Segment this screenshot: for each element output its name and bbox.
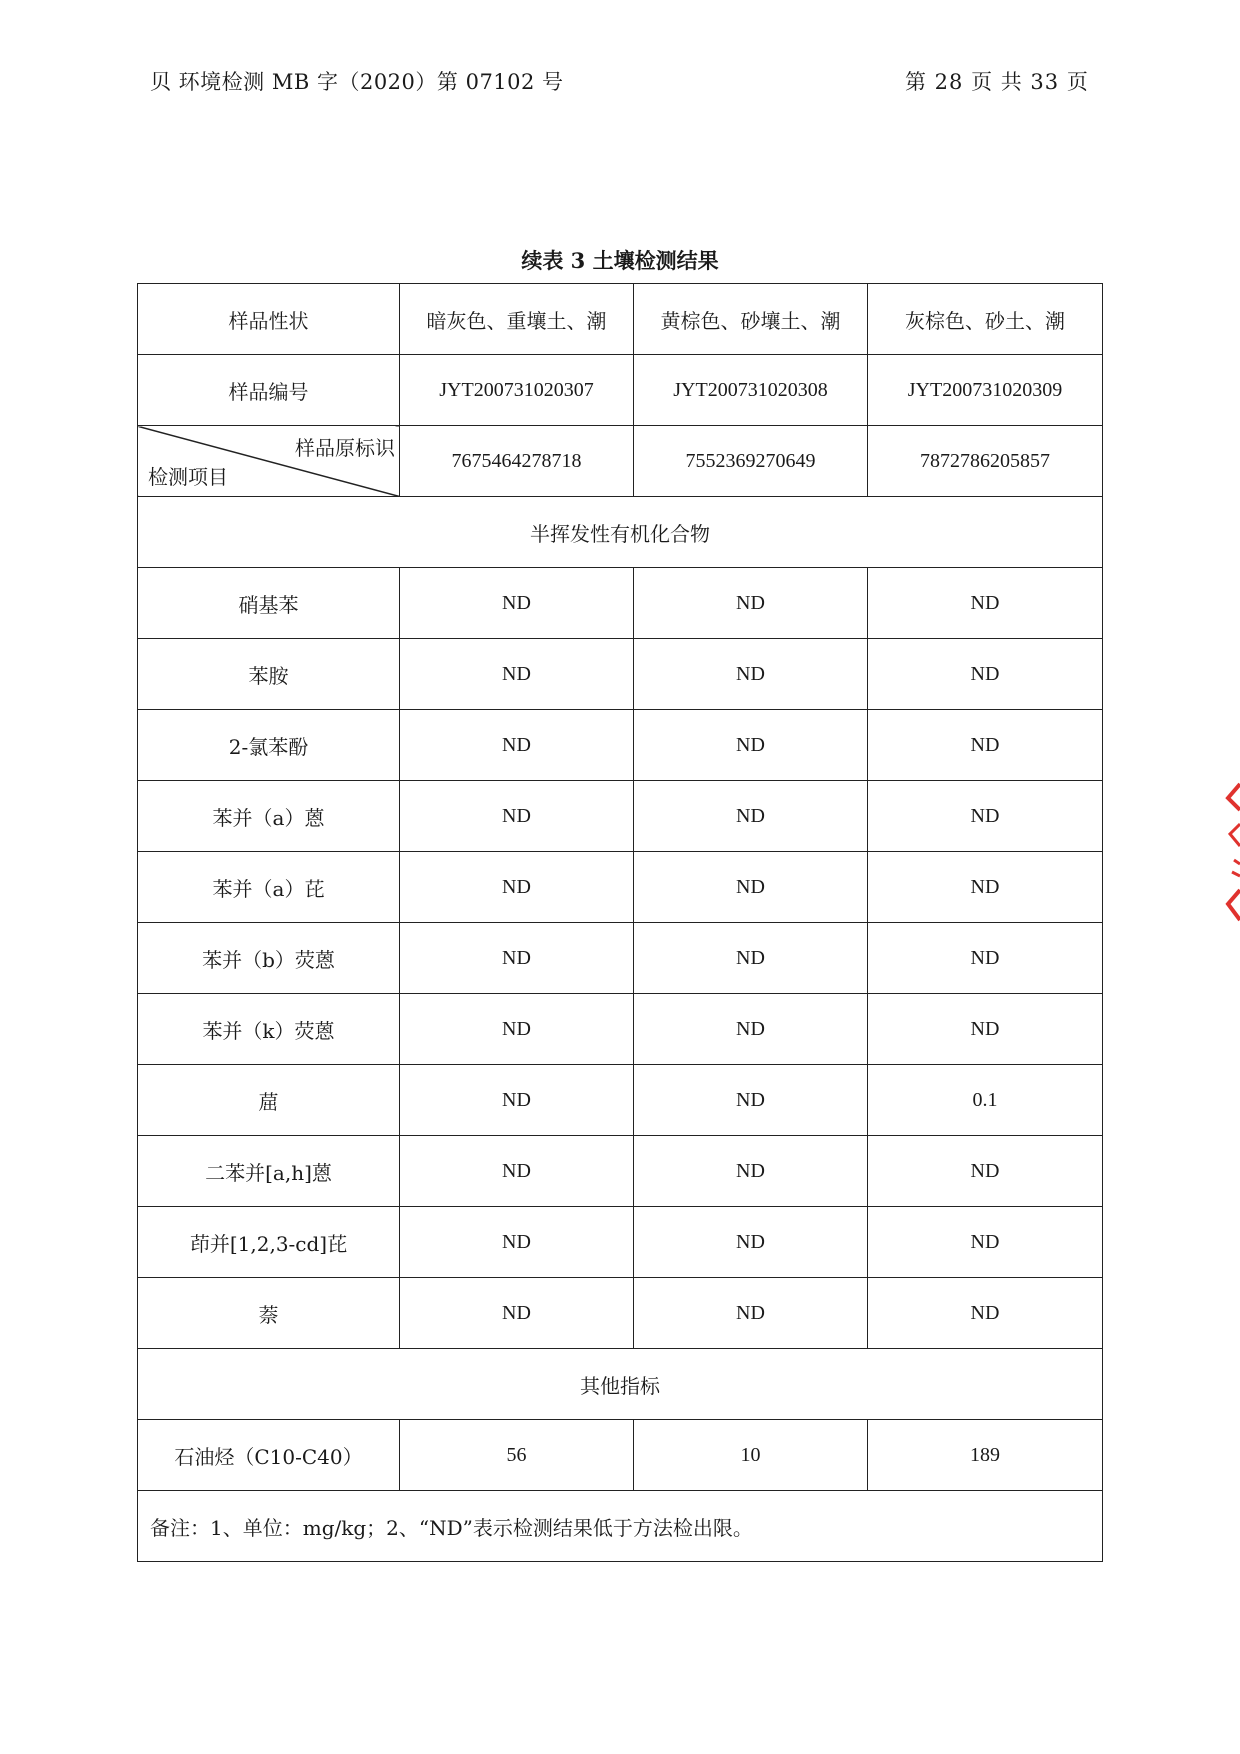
table-title: 续表 3 土壤检测结果 <box>521 248 719 273</box>
result-value: ND <box>868 710 1103 781</box>
analyte-name: 苯并（k）荧蒽 <box>138 994 400 1065</box>
result-value: ND <box>400 639 634 710</box>
result-value: ND <box>634 923 868 994</box>
result-value: ND <box>634 781 868 852</box>
result-value: ND <box>400 1065 634 1136</box>
analyte-name: 苯并（a）芘 <box>138 852 400 923</box>
result-value: ND <box>400 1207 634 1278</box>
analyte-name: 䓛 <box>138 1065 400 1136</box>
sample-id-cell: JYT200731020309 <box>868 355 1103 426</box>
result-value: ND <box>634 1065 868 1136</box>
test-item-label: 检测项目 <box>148 465 228 489</box>
analyte-name: 二苯并[a,h]蒽 <box>138 1136 400 1207</box>
result-row <box>138 1136 1103 1207</box>
result-value: ND <box>634 710 868 781</box>
result-value: ND <box>634 1278 868 1349</box>
original-id-row <box>138 426 1103 497</box>
result-row <box>138 1065 1103 1136</box>
sample-id-cell: JYT200731020308 <box>634 355 868 426</box>
result-row <box>138 1207 1103 1278</box>
result-row <box>138 710 1103 781</box>
analyte-name: 茚并[1,2,3-cd]芘 <box>138 1207 400 1278</box>
result-value: ND <box>868 994 1103 1065</box>
result-row <box>138 923 1103 994</box>
section-row <box>138 1349 1103 1420</box>
sample-state-cell: 黄棕色、砂壤土、潮 <box>634 284 868 355</box>
diagonal-header-cell <box>138 426 400 497</box>
sample-state-label: 样品性状 <box>138 284 400 355</box>
result-value: ND <box>868 852 1103 923</box>
result-value: ND <box>634 1207 868 1278</box>
result-row <box>138 639 1103 710</box>
result-value: ND <box>400 1136 634 1207</box>
sample-state-cell: 灰棕色、砂土、潮 <box>868 284 1103 355</box>
result-row <box>138 994 1103 1065</box>
stamp-graphic <box>1222 780 1240 930</box>
red-stamp-fragment <box>1222 780 1240 930</box>
result-value: ND <box>634 994 868 1065</box>
result-value: ND <box>400 781 634 852</box>
result-value: ND <box>634 639 868 710</box>
result-value: ND <box>634 1136 868 1207</box>
sample-state-row <box>138 284 1103 355</box>
result-value: 0.1 <box>868 1065 1103 1136</box>
sample-id-label: 样品编号 <box>138 355 400 426</box>
result-value: ND <box>868 639 1103 710</box>
note-row <box>138 1491 1103 1562</box>
result-value: ND <box>868 1207 1103 1278</box>
result-value: ND <box>400 1278 634 1349</box>
result-value: ND <box>868 923 1103 994</box>
result-value: ND <box>400 568 634 639</box>
result-value: ND <box>634 852 868 923</box>
result-value: ND <box>400 852 634 923</box>
analyte-name: 2-氯苯酚 <box>138 710 400 781</box>
table-note: 备注：1、单位：mg/kg；2、“ND”表示检测结果低于方法检出限。 <box>138 1491 1103 1562</box>
result-value: ND <box>400 710 634 781</box>
sample-id-cell: JYT200731020307 <box>400 355 634 426</box>
original-id-cell: 7552369270649 <box>634 426 868 497</box>
report-number: 贝 环境检测 MB 字（2020）第 07102 号 <box>150 70 564 94</box>
section-row <box>138 497 1103 568</box>
result-value: ND <box>868 1278 1103 1349</box>
original-id-cell: 7872786205857 <box>868 426 1103 497</box>
sample-id-row <box>138 355 1103 426</box>
result-row <box>138 1420 1103 1491</box>
result-value: 56 <box>400 1420 634 1491</box>
analyte-name: 硝基苯 <box>138 568 400 639</box>
analyte-name: 苯胺 <box>138 639 400 710</box>
result-value: ND <box>868 781 1103 852</box>
result-row <box>138 1278 1103 1349</box>
result-row <box>138 852 1103 923</box>
page-indicator: 第 28 页 共 33 页 <box>905 70 1089 94</box>
result-value: ND <box>868 568 1103 639</box>
result-row <box>138 781 1103 852</box>
result-row <box>138 568 1103 639</box>
section-title-other: 其他指标 <box>138 1349 1103 1420</box>
original-id-cell: 7675464278718 <box>400 426 634 497</box>
original-id-label: 样品原标识 <box>295 436 395 460</box>
analyte-name: 石油烃（C10-C40） <box>138 1420 400 1491</box>
soil-results-table <box>137 283 1103 1562</box>
sample-state-cell: 暗灰色、重壤土、潮 <box>400 284 634 355</box>
section-title-svoc: 半挥发性有机化合物 <box>138 497 1103 568</box>
analyte-name: 苯并（b）荧蒽 <box>138 923 400 994</box>
result-value: ND <box>400 923 634 994</box>
analyte-name: 苯并（a）蒽 <box>138 781 400 852</box>
result-value: ND <box>868 1136 1103 1207</box>
analyte-name: 萘 <box>138 1278 400 1349</box>
result-value: ND <box>634 568 868 639</box>
result-value: 10 <box>634 1420 868 1491</box>
result-value: 189 <box>868 1420 1103 1491</box>
result-value: ND <box>400 994 634 1065</box>
